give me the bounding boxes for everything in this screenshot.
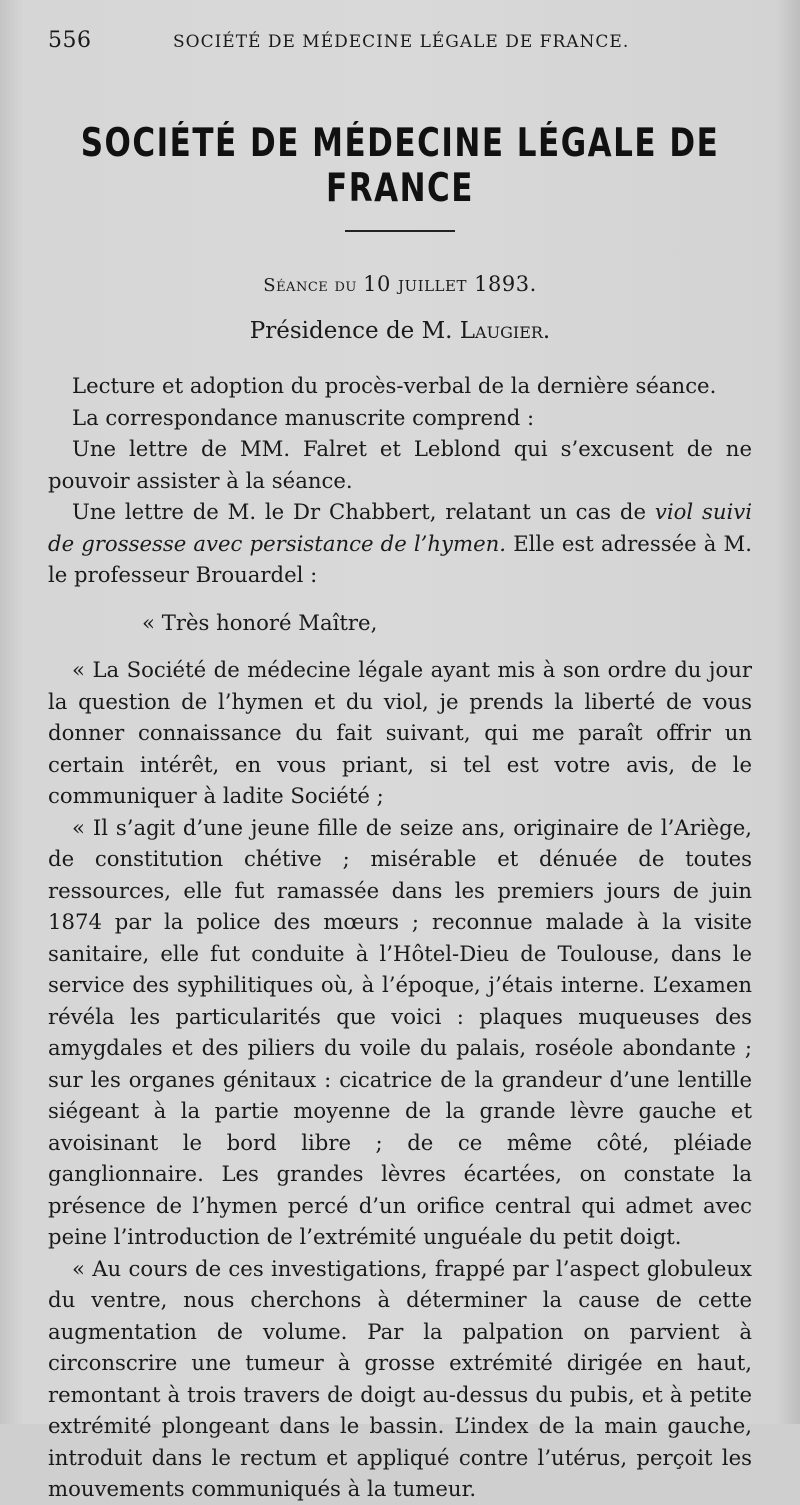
seance-date: 10 juillet 1893. bbox=[363, 272, 537, 296]
salutation: « Très honoré Maître, bbox=[142, 609, 378, 635]
presidence-line bbox=[48, 318, 752, 344]
presidence-prefix: Présidence de M. bbox=[249, 318, 453, 344]
paragraph-6: « Il s’agit d’une jeune fille de seize ans, originaire de l’Ariège, de constitution chétive ; misérable et dénuée de toutes ressources, elle fut ramassée dans les premiers jours de juin 1874 par la police des mœurs ; reconnue malade à la visite sanitaire, elle fut conduite à l’Hôtel-Dieu de Toulouse, dans le service des syphilitiques où, à l’époque, j’étais interne. L’examen révéla les particularités que voici : plaques muqueuses des amygdales et des piliers du voile du palais, roséole abondante ; sur les organes génitaux : cicatrice de la grandeur d’une lentille siégeant à la partie moyenne de la grande lèvre gauche et avoisinant le bord libre ; de ce même côté, pléiade ganglionnaire. Les grandes lèvres écartées, on constate la présence de l’hymen percé d’un orifice central qui admet avec peine l’introduction de l’extrémité unguéale du petit doigt. bbox=[48, 814, 752, 1249]
paragraph-7: « Au cours de ces investigations, frappé par l’aspect globuleux du ventre, nous cherchons à déterminer la cause de cette augmentation de volume. Par la palpation on parvient à circonscrire une tumeur à grosse extrémité dirigée en haut, remontant à trois travers de doigt au-dessus du pubis, et à petite extrémité plongeant dans le bassin. L’index de la main gauche, introduit dans le rectum et appliqué contre l’utérus, perçoit les mouvements communiqués à la tumeur. bbox=[48, 1255, 752, 1501]
paragraph-1: Lecture et adoption du procès-verbal de la dernière séance. bbox=[72, 373, 717, 398]
paragraph-4-start: Une lettre de M. le Dr Chabbert, relatant un cas de bbox=[72, 499, 646, 524]
paragraph-4-end: Elle est adressée à M. le professeur Brouardel : bbox=[48, 530, 752, 587]
running-head bbox=[48, 28, 752, 68]
paragraph-2: La correspondance manuscrite comprend : bbox=[72, 404, 535, 430]
running-title: SOCIÉTÉ DE MÉDECINE LÉGALE DE FRANCE. bbox=[173, 32, 630, 52]
page-number: 556 bbox=[48, 28, 92, 53]
presidence-name: Laugier. bbox=[459, 318, 551, 344]
paragraph-5: « La Société de médecine légale ayant mis à son ordre du jour la question de l’hymen et du viol, je prends la liberté de vous donner connaissance du fait suivant, qui me paraît offrir un certain intérêt, en vous priant, si tel est votre avis, de le communiquer à ladite Société ; bbox=[48, 657, 752, 808]
body-text bbox=[48, 370, 752, 1505]
seance-line bbox=[48, 272, 752, 296]
seance-prefix: Séance du bbox=[263, 275, 357, 296]
paragraph-4-italic: viol suivi de grossesse avec persistance de l’hymen. bbox=[48, 499, 752, 556]
page-title: SOCIÉTÉ DE MÉDECINE LÉGALE DE FRANCE bbox=[80, 121, 720, 211]
paragraph-3: Une lettre de MM. Falret et Leblond qui s’excusent de ne pouvoir assister à la séance. bbox=[48, 436, 752, 493]
paragraph-4 bbox=[48, 496, 752, 591]
title-divider bbox=[345, 230, 455, 232]
